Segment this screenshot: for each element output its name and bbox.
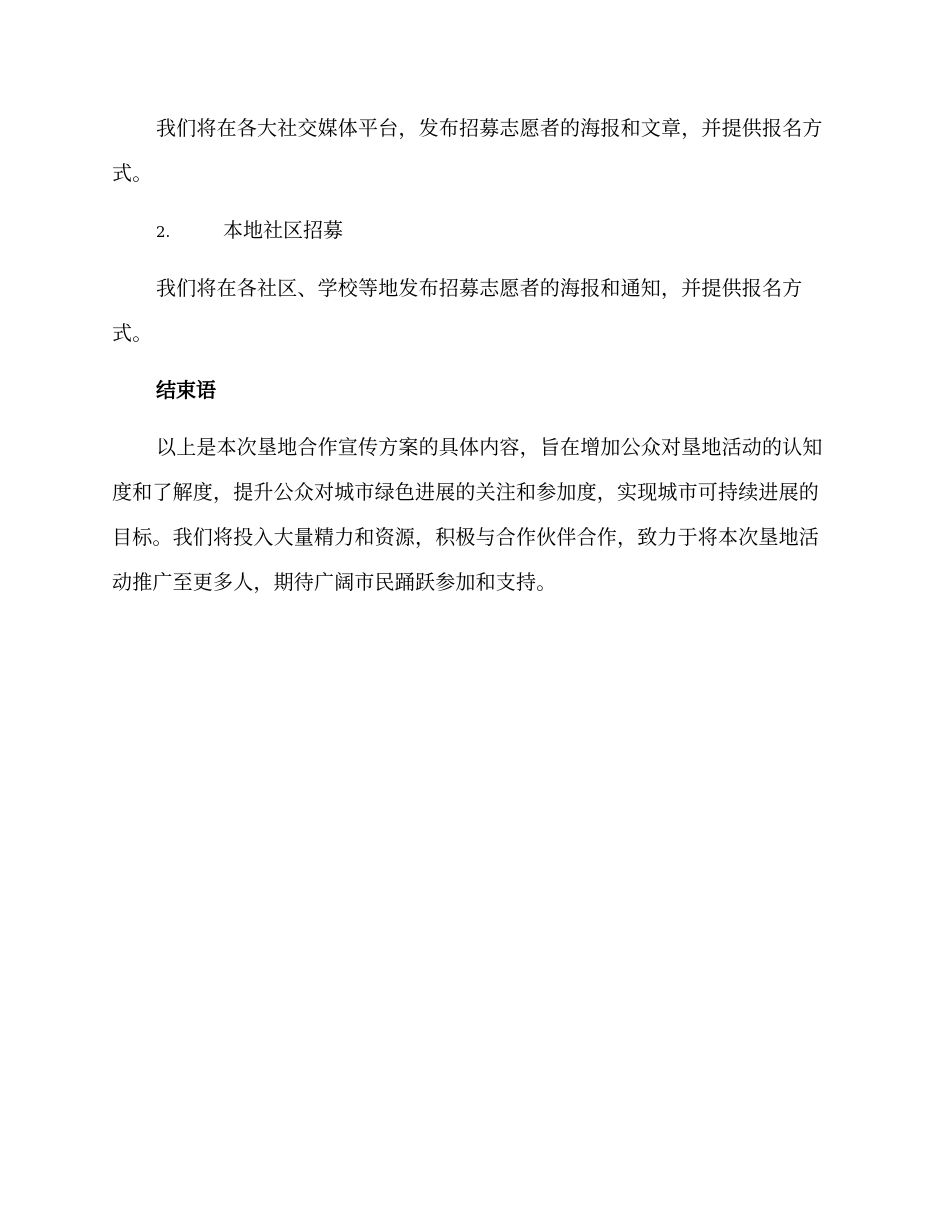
list-item-label: 本地社区招募 bbox=[223, 218, 343, 242]
paragraph-social-media-recruitment: 我们将在各大社交媒体平台，发布招募志愿者的海报和文章，并提供报名方式。 bbox=[112, 116, 823, 185]
list-item-local-community bbox=[156, 208, 343, 253]
conclusion-heading: 结束语 bbox=[156, 378, 216, 402]
paragraph-conclusion: 以上是本次垦地合作宣传方案的具体内容，旨在增加公众对垦地活动的认知度和了解度，提升公众对城市绿色进展的关注和参加度，实现城市可持续进展的目标。我们将投入大量精力和资源，积极与合作伙伴合作，致力于将本次垦地活动推广至更多人，期待广阔市民踊跃参加和支持。 bbox=[112, 435, 823, 594]
paragraph-community-recruitment: 我们将在各社区、学校等地发布招募志愿者的海报和通知，并提供报名方式。 bbox=[112, 276, 803, 345]
list-item-number: 2. bbox=[156, 223, 171, 241]
